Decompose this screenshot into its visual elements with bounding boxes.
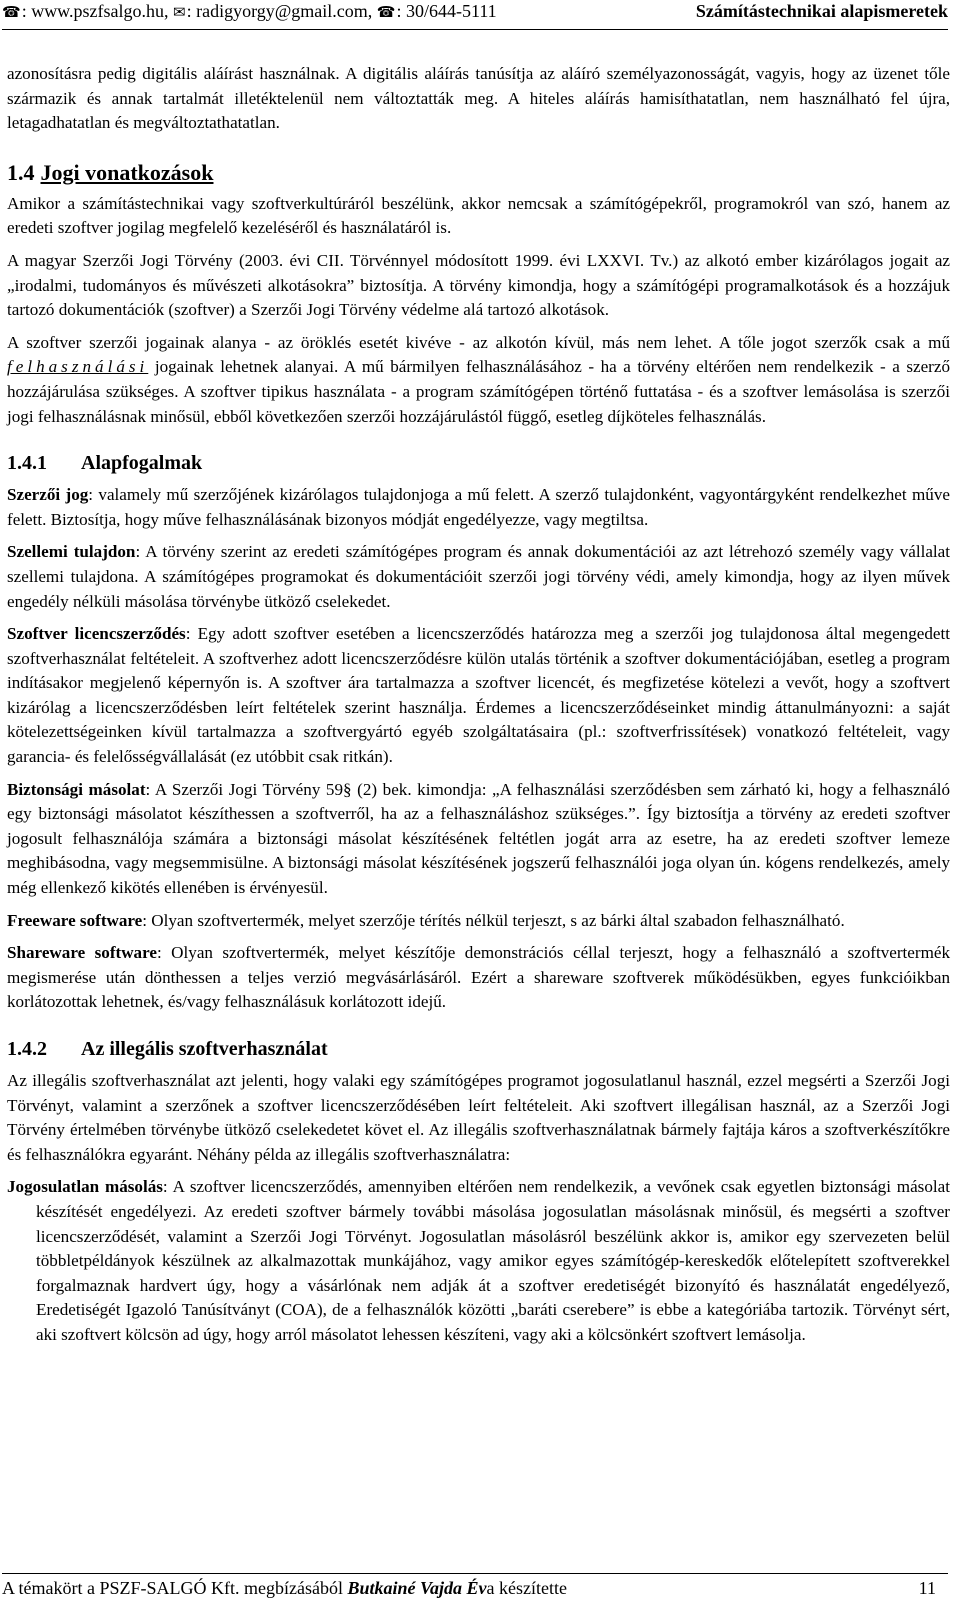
definition-term: Freeware software xyxy=(7,910,143,930)
paragraph-text: A szoftver szerzői jogainak alanya - az öröklés esetét kivéve - az alkotón kívül, más nem lehet. A tőle jogot szerzők csak a mű xyxy=(7,332,950,352)
section-heading-1-4-1 xyxy=(7,449,950,477)
paragraph: A magyar Szerzői Jogi Törvény (2003. évi CII. Törvénnyel módosított 1999. évi LXXVI. Tv.) az alkotó ember kizárólagos jogait az „irodalmi, tudományos és művészeti alkotásokra” biztosítja. A törvény kimondja, hogy a számítógépi programalkotások és a hozzájuk tartozó dokumentációk (szoftver) a Szerzői Jogi Törvény védelme alá tartozó alkotások. xyxy=(7,250,950,320)
definition-item xyxy=(7,909,950,934)
definition-item xyxy=(7,540,950,614)
section-number: 1.4.2 xyxy=(7,1038,47,1060)
header-phone: : 30/644-5111 xyxy=(396,1,497,21)
definition-term: Biztonsági másolat xyxy=(7,779,146,799)
footer-author: Butkainé Vajda Év xyxy=(347,1578,487,1598)
footer-credit xyxy=(2,1578,567,1599)
paragraph xyxy=(7,331,950,429)
definition-item xyxy=(7,622,950,770)
phone-icon: ☎ xyxy=(376,3,396,21)
section-heading-1-4 xyxy=(7,158,950,188)
paragraph: Amikor a számítástechnikai vagy szoftverkultúráról beszélünk, akkor nemcsak a számítógépekről, programokról van szó, hanem az eredeti szoftver jogilag megfelelő kezeléséről és használatáról is. xyxy=(7,193,950,238)
definition-text: : Olyan szoftvertermék, melyet szerzője térítés nélkül terjeszt, s az bárki által szabadon felhasználható. xyxy=(142,910,845,930)
section-title: Az illegális szoftverhasználat xyxy=(81,1038,328,1060)
page-footer xyxy=(2,1576,948,1604)
section-number: 1.4.1 xyxy=(7,452,47,475)
paragraph-text: jogainak lehetnek alanyai. A mű bármilyen felhasználásához - ha a törvény eltérően nem rendelkezik - a szerző hozzájárulása szükséges. A szoftver tipikus használata - a program számítógépen történő futtatása - és a szoftver lemásolása is szerzői jogi felhasználásnak minősül, ebből következően szerzői hozzájárulástól függő, esetleg díjköteles felhasználás. xyxy=(7,357,950,426)
definition-term: Szoftver licencszerződés xyxy=(7,624,186,644)
telephone-icon: ☎ xyxy=(2,3,21,21)
definition-text: : valamely mű szerzőjének kizárólagos tulajdonjoga a mű felett. A szerző tulajdonként, vagyontárgyként rendelkezhet műve felett. Biztosítja, hogy műve felhasználásának bizonyos módját engedélyezze, vagy megtiltsa. xyxy=(7,485,950,529)
section-number: 1.4 xyxy=(7,159,35,185)
definition-term: Szerzői jog xyxy=(7,485,89,505)
footer-suffix: a készítette xyxy=(486,1578,567,1598)
spaced-emphasis: felhasználási xyxy=(7,357,149,377)
definition-text: : Olyan szoftvertermék, melyet készítője demonstrációs céllal terjeszt, hogy a felhasználó a szoftvertermék megismerése után dönthessen a teljes verzió megvásárlásáról. Ezért a shareware szoftverek működésükben, egyes funkcióikban korlátozottak lehetnek, és/vagy felhasználásuk korlátozott idejű. xyxy=(7,943,951,1012)
definition-text: : A Szerzői Jogi Törvény 59§ (2) bek. kimondja: „A felhasználási szerződésben sem zárható ki, hogy a felhasználó egy biztonsági másolatot készíthessen a szoftverről, ha az a felhasználáshoz szükséges.”. Így biztosítja a törvény az eredeti szoftver jogosult felhasználója számára a biztonsági másolat készítésének feltétlen jogát arra az esetre, ha az eredeti szoftver lemeze meghibásodna, vagy megsemmisülne. A biztonsági másolat készítésének jogszerű felhasználói joga olyan ún. kógens rendelkezés, amely még ellenkező kikötés ellenében is érvényesül. xyxy=(7,779,950,898)
definition-text: : A törvény szerint az eredeti számítógépes program és annak dokumentációi az azt létrehozó személy vagy vállalat szellemi tulajdona. A számítógépes programokat és dokumentációit szerzői jogi törvény védi, amely kimondja, hogy az ilyen művek engedély nélküli másolása törvénybe ütköző cselekedet. xyxy=(7,542,950,611)
definition-item xyxy=(7,483,950,532)
header-rule xyxy=(2,29,948,30)
definition-term: Jogosulatlan másolás xyxy=(7,1177,163,1197)
section-title: Jogi vonatkozások xyxy=(40,159,214,185)
paragraph: Az illegális szoftverhasználat azt jelenti, hogy valaki egy számítógépes programot jogosulatlanul használ, ezzel megsérti a Szerzői Jogi Törvényt, valamint a szerzőnek a szoftver licencszerződésében leírt feltételeit. Aki szoftvert illegálisan használ, az a Szerzői Jogi Törvény értelmében törvénybe ütköző cselekedetet követ el. Az illegális szoftverhasználatnak bármely fajtája káros a szoftverkészítőkre és felhasználókra egyaránt. Néhány példa az illegális szoftverhasználatra: xyxy=(7,1071,950,1164)
definition-text: : A szoftver licencszerződés, amennyiben eltérően nem rendelkezik, a vevőnek csak egyetlen biztonsági másolat készítését engedélyezi. Az eredeti szoftver bármely további másolása jogosulatlan másolásnak minősül, és megsérti a szoftver licencszerződését, valamint a Szerzői Jogi Törvényt. Jogosulatlan másolásról beszélünk akkor is, amikor egy szervezeten belül többletpéldányok készülnek az alkalmazottak munkájához, vagy amikor egyes számítógép-kereskedők előtelepített szoftverekkel forgalmaznak hardvert úgy, hogy a vásárlónak nem adják át a szoftver eredetiségét bizonyító és használatát engedélyező, Eredetiségét Igazoló Tanúsítványt (COA), de a felhasználók közötti „baráti cserebere” is ebbe a kategóriába tartozik. Törvényt sért, aki szoftvert kölcsön ad úgy, hogy arról másolatot lehessen készíteni, vagy aki a kölcsönkért szoftvert lemásolja. xyxy=(36,1177,950,1344)
section-heading-1-4-2 xyxy=(7,1035,950,1063)
envelope-icon: ✉ xyxy=(173,3,186,21)
definition-term: Szellemi tulajdon xyxy=(7,542,136,562)
page-header xyxy=(0,0,960,28)
header-email: : radigyorgy@gmail.com, xyxy=(186,1,373,21)
header-title: Számítástechnikai alapismeretek xyxy=(695,1,948,21)
definition-term: Shareware software xyxy=(7,943,157,963)
definition-item xyxy=(7,941,950,1015)
section-title: Alapfogalmak xyxy=(81,452,203,475)
document-body xyxy=(7,62,950,1348)
definition-item xyxy=(7,778,950,901)
header-contact xyxy=(2,1,497,22)
footer-rule xyxy=(2,1573,948,1574)
definition-item xyxy=(7,1175,950,1347)
header-web: : www.pszfsalgo.hu, xyxy=(21,1,169,21)
definition-text: : Egy adott szoftver esetében a licencszerződés határozza meg a szerzői jog tulajdonosa által megengedett szoftverhasználat feltételeit. A szoftverhez adott licencszerződésre külön utalás történik a szoftver dokumentációjában, esetleg a program indításakor megjelenő képernyőn is. A szoftver ára tartalmazza a szoftver licencét, és megfizetése kötelezi a vevőt, hogy a szoftvert kizárólag a licencszerződésben leírt feltételek szerint használja. Érdemes a licencszerződéseinket mindig áttanulmányozni: a saját kötelezettségeinken kívül tartalmazza a szoftvergyártó egyéb szolgáltatásaira (pl.: szoftverfrissítések) vonatkozó feltételeit, vagy garancia- és felelősségvállalását (ez utóbbit csak ritkán). xyxy=(7,624,950,767)
intro-paragraph: azonosításra pedig digitális aláírást használnak. A digitális aláírás tanúsítja az aláíró személyazonosságát, vagyis, hogy az üzenet tőle származik és annak tartalmát illetéktelenül nem változtatták meg. A hiteles aláírás hamisíthatatlan, nem használható fel újra, letagadhatatlan és megváltoztathatatlan. xyxy=(7,64,950,133)
footer-prefix: A témakört a PSZF-SALGÓ Kft. megbízásából xyxy=(2,1578,348,1598)
page-number: 11 xyxy=(918,1578,936,1598)
